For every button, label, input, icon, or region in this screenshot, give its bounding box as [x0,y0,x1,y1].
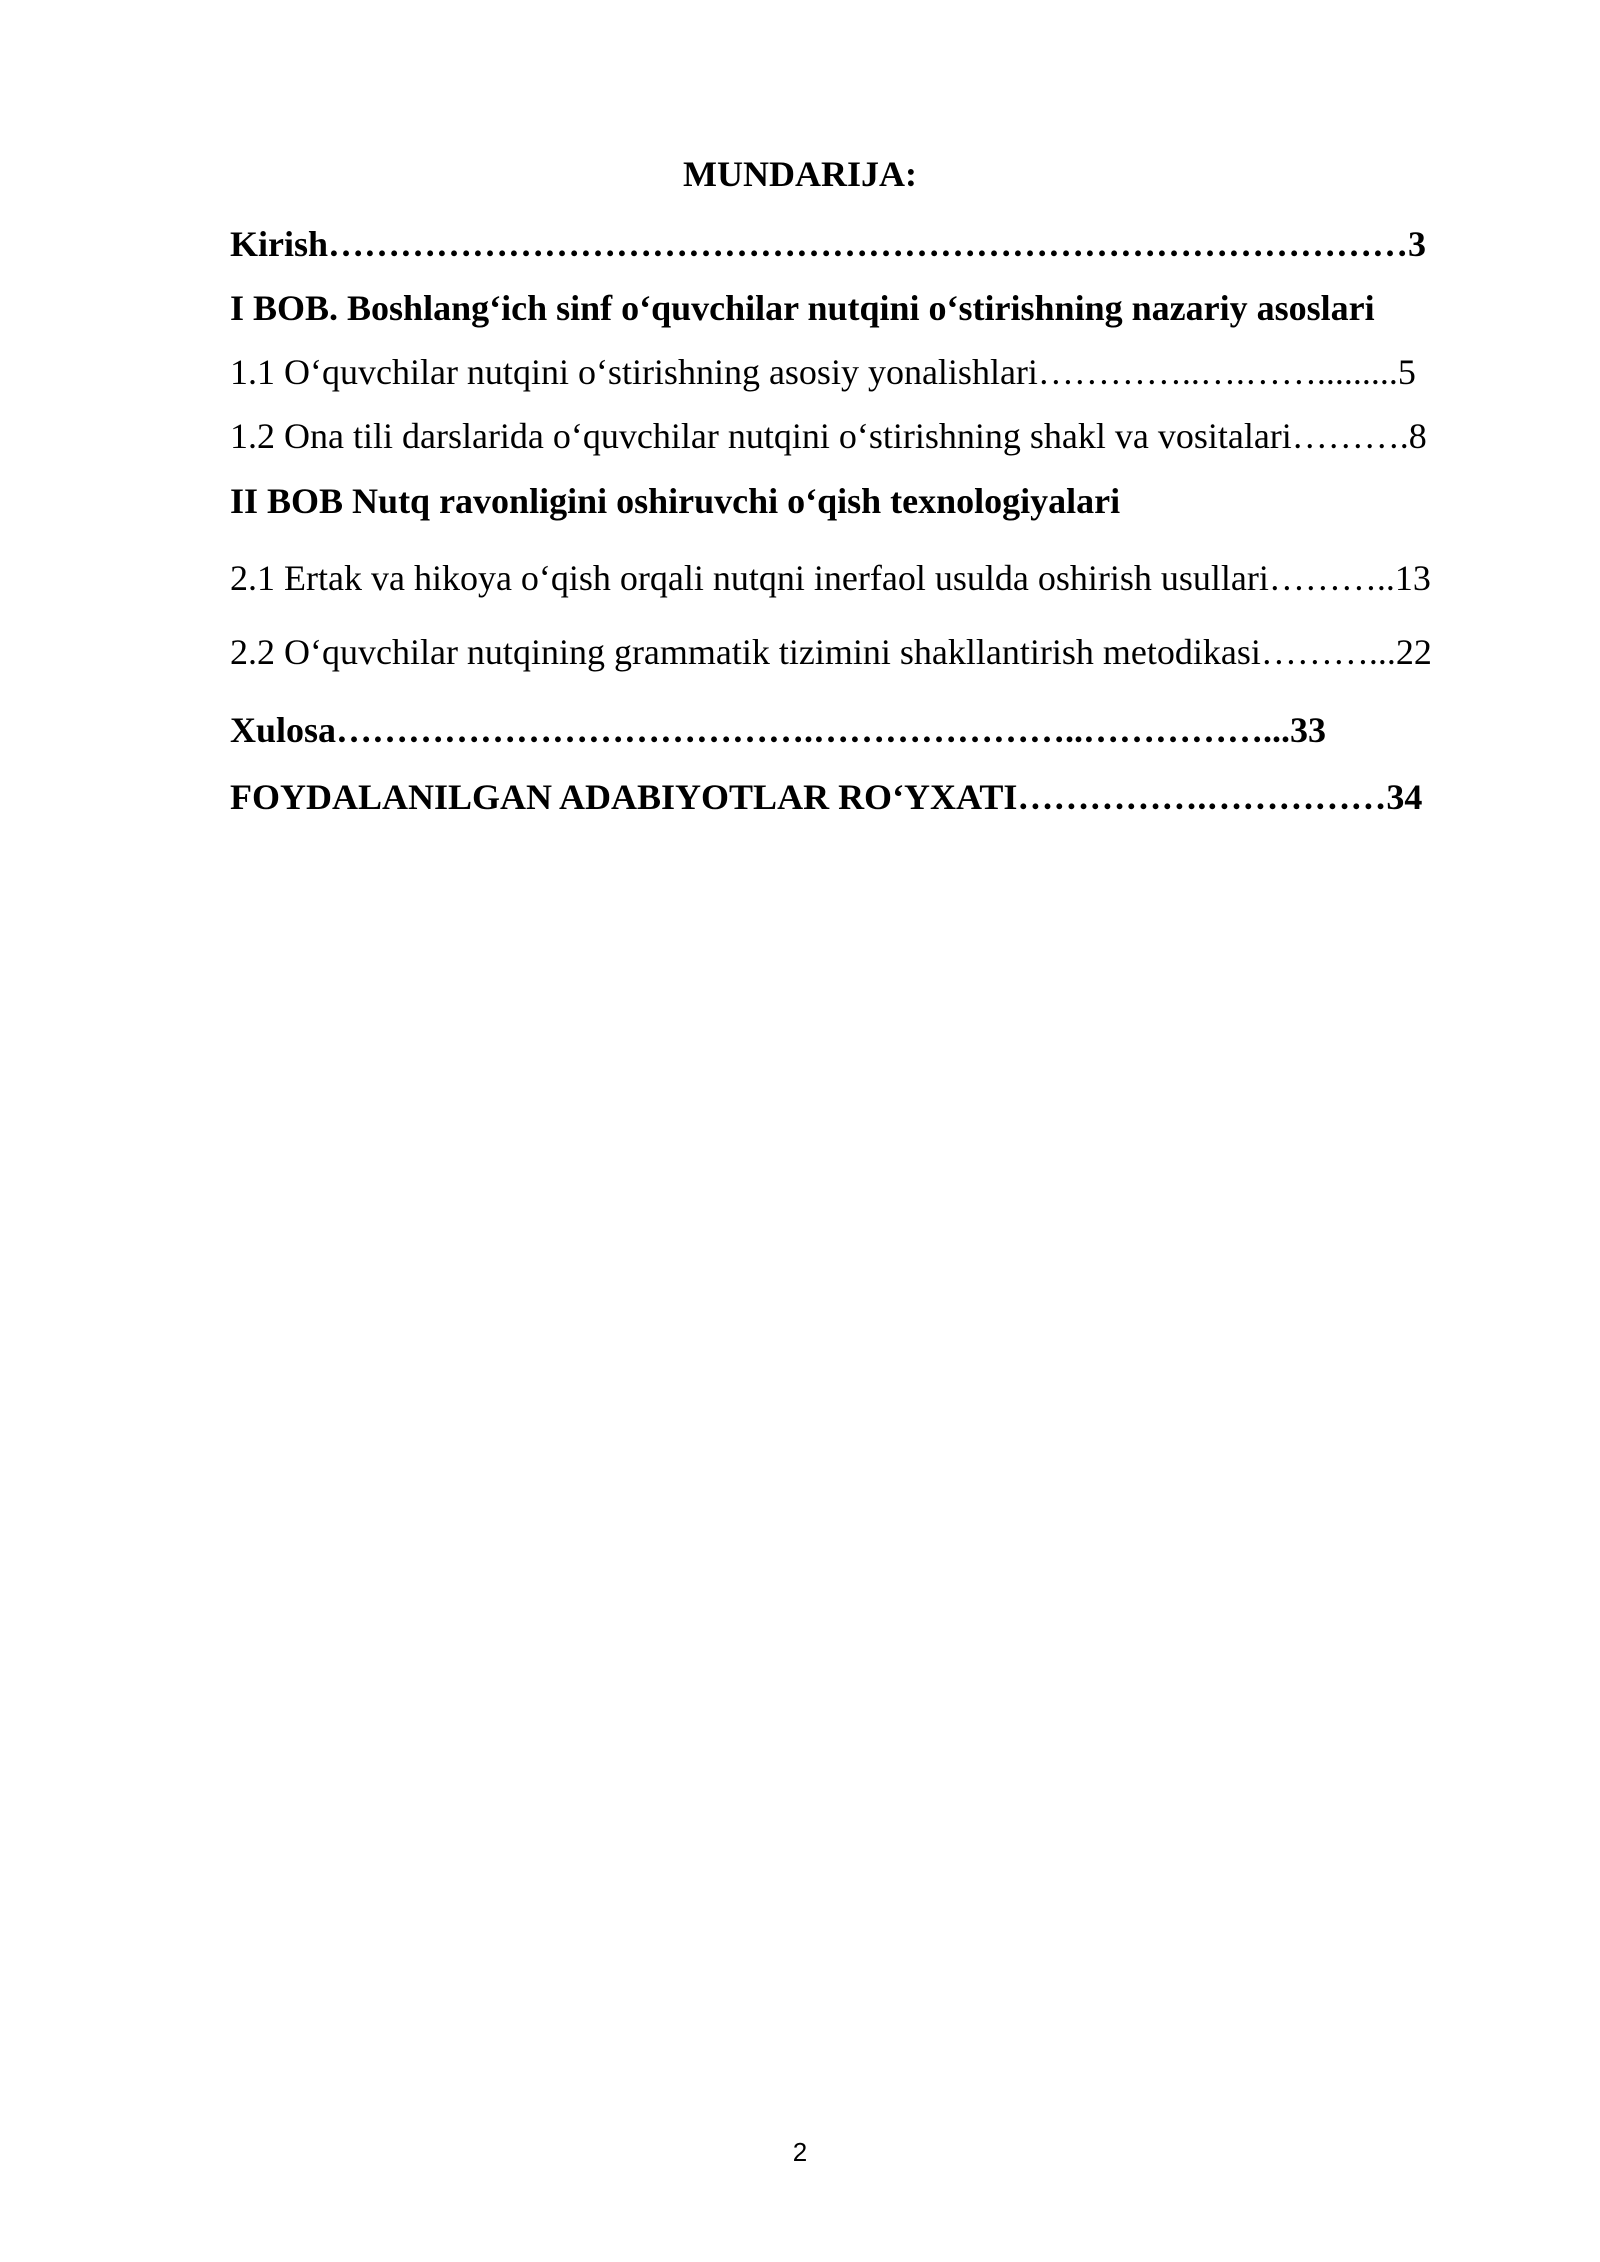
toc-entry-1-2: 1.2 Ona tili darslarida o‘quvchilar nutqini o‘stirishning shakl va vositalari……….8 [230,416,1427,456]
toc-chapter-1-heading: I BOB. Boshlang‘ich sinf o‘quvchilar nutqini o‘stirishning nazariy asoslari [230,288,1375,328]
page-number: 2 [792,2137,808,2167]
toc-entry-1-1: 1.1 O‘quvchilar nutqini o‘stirishning asosiy yonalishlari…………..….…….........5 [230,352,1416,392]
toc-entry-kirish: Kirish………………………………………………………………………………3 [230,224,1427,264]
toc-entry-2-2: 2.2 O‘quvchilar nutqining grammatik tizimini shakllantirish metodikasi………...22 [230,632,1432,672]
toc-chapter-2-heading: II BOB Nutq ravonligini oshiruvchi o‘qish texnologiyalari [230,481,1121,521]
toc-entry-2-1: 2.1 Ertak va hikoya o‘qish orqali nutqni inerfaol usulda oshirish usullari………..13 [230,558,1431,598]
toc-entry-references: FOYDALANILGAN ADABIYOTLAR RO‘YXATI…………….……………34 [230,777,1423,817]
toc-entry-xulosa: Xulosa………………………………….…………………..……………...33 [230,710,1327,750]
toc-title: MUNDARIJA: [683,154,917,194]
